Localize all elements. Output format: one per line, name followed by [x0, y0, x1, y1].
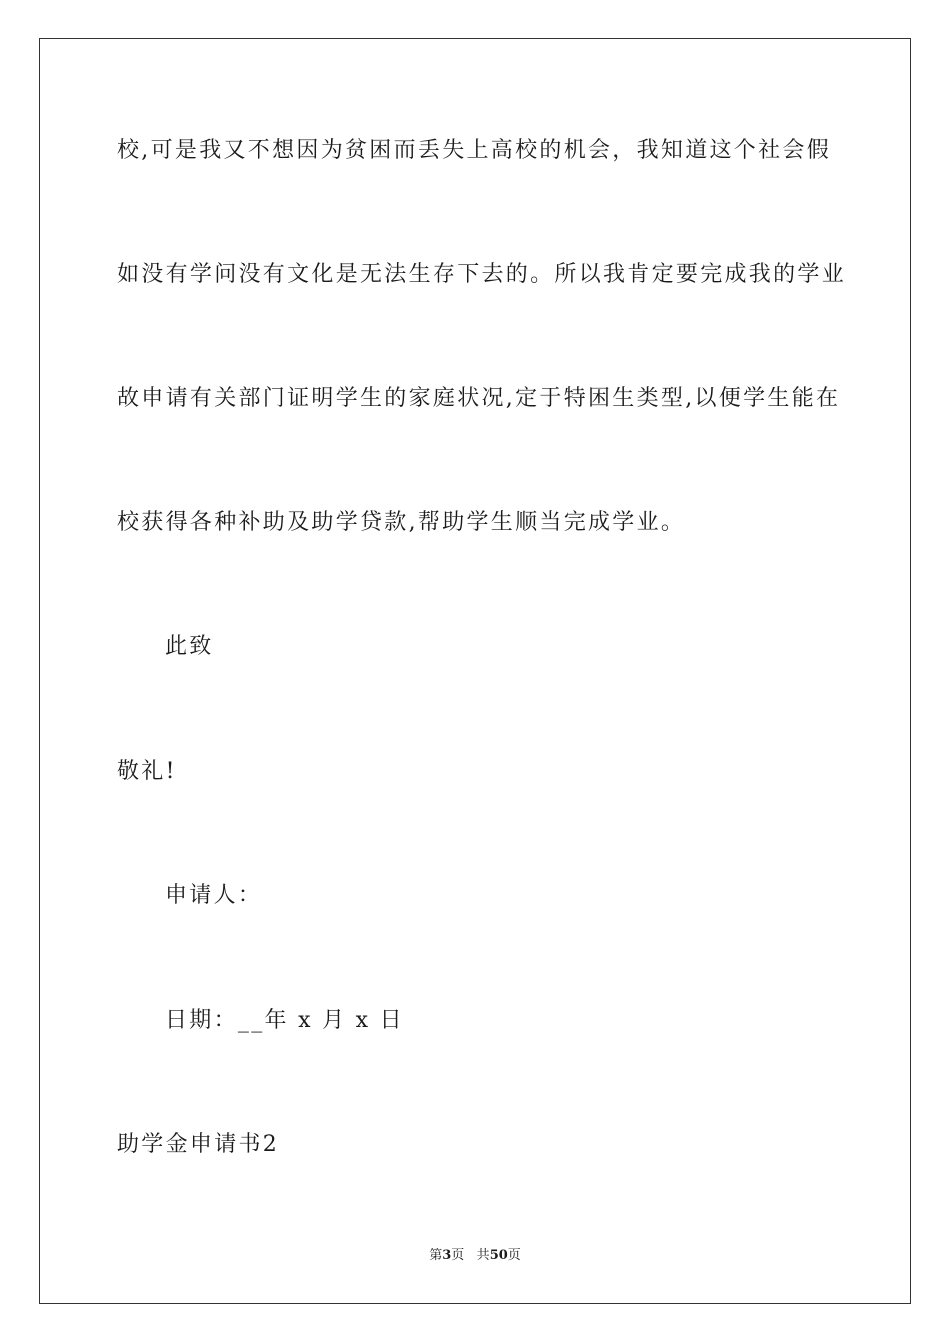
body-line-4: 校获得各种补助及助学贷款,帮助学生顺当完成学业。: [117, 510, 686, 535]
footer-total-pages: 50: [489, 1248, 508, 1263]
body-line-2: 如没有学问没有文化是无法生存下去的。所以我肯定要完成我的学业: [117, 262, 847, 287]
page-footer: [0, 1247, 950, 1265]
body-line-3: 故申请有关部门证明学生的家庭状况,定于特困生类型,以便学生能在: [117, 386, 841, 411]
next-section-heading: 助学金申请书2: [117, 1132, 280, 1157]
date-line: 日期：__年 x 月 x 日: [165, 1008, 404, 1033]
footer-prefix: 第: [429, 1248, 443, 1263]
salute-text: 敬礼!: [117, 759, 177, 784]
body-line-1: 校,可是我又不想因为贫困而丢失上高校的机会，我知道这个社会假: [117, 138, 831, 163]
applicant-label: 申请人：: [165, 883, 263, 908]
footer-page-suffix: 页: [451, 1248, 465, 1263]
footer-total-suffix: 页: [507, 1248, 521, 1263]
footer-page-number: 3: [442, 1248, 452, 1263]
page-border: [39, 38, 911, 1304]
footer-total-prefix: 共: [476, 1248, 490, 1263]
closing-text: 此致: [165, 634, 214, 659]
